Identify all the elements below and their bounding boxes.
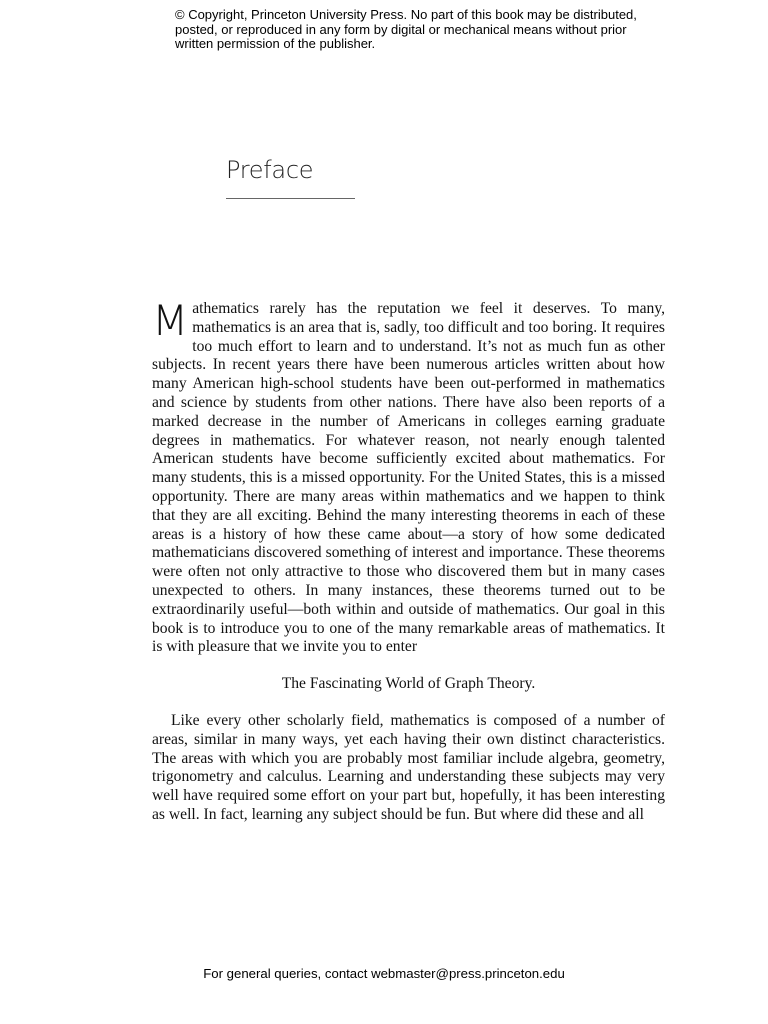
copyright-notice: © Copyright, Princeton University Press. No part of this book may be distributed, posted, or reproduced in any form by digital or mechanical means without prior written permission of the publisher. [175, 7, 637, 52]
paragraph-1-text: athematics rarely has the reputation we feel it deserves. To many, mathematics is an area that is, sadly, too difficult and too boring. It requires too much effort to learn and to understand. It’s not as much fun as other subjects. In recent years there have been numerous articles written about how many American high-school students have been out-performed in mathematics and science by students from other nations. There have also been reports of a marked decrease in the number of Americans in colleges earning graduate degrees in mathematics. For whatever reason, not nearly enough talented American students have become sufficiently excited about mathematics. For many students, this is a missed opportunity. For the United States, this is a missed opportunity. There are many areas within mathematics and we happen to think that they are all exciting. Behind the many interesting theorems in each of these areas is a history of how these came about—a story of how some dedicated mathematicians discovered something of interest and importance. These theorems were often not only attractive to those who discovered them but in many cases unexpected to others. In many instances, these theorems turned out to be extraordinarily useful—both within and outside of mathematics. Our goal in this book is to introduce you to one of the many remarkable areas of mathematics. It is with pleasure that we invite you to enter [152, 300, 665, 656]
paragraph-1 [152, 296, 665, 657]
invitation-line: The Fascinating World of Graph Theory. [281, 675, 536, 693]
body-text [152, 296, 665, 825]
footer-contact: For general queries, contact webmaster@press.princeton.edu [203, 966, 565, 981]
paragraph-2: Like every other scholarly field, mathematics is composed of a number of areas, similar in many ways, yet each having their own distinct characteristics. The areas with which you are probably most familiar include algebra, geometry, trigonometry and calculus. Learning and understanding these subjects may very well have required some effort on your part but, hopefully, it has been interesting as well. In fact, learning any subject should be fun. But where did these and all [152, 711, 665, 823]
chapter-title: Preface [226, 156, 314, 184]
drop-cap: M [152, 296, 189, 345]
title-underline [226, 198, 355, 199]
